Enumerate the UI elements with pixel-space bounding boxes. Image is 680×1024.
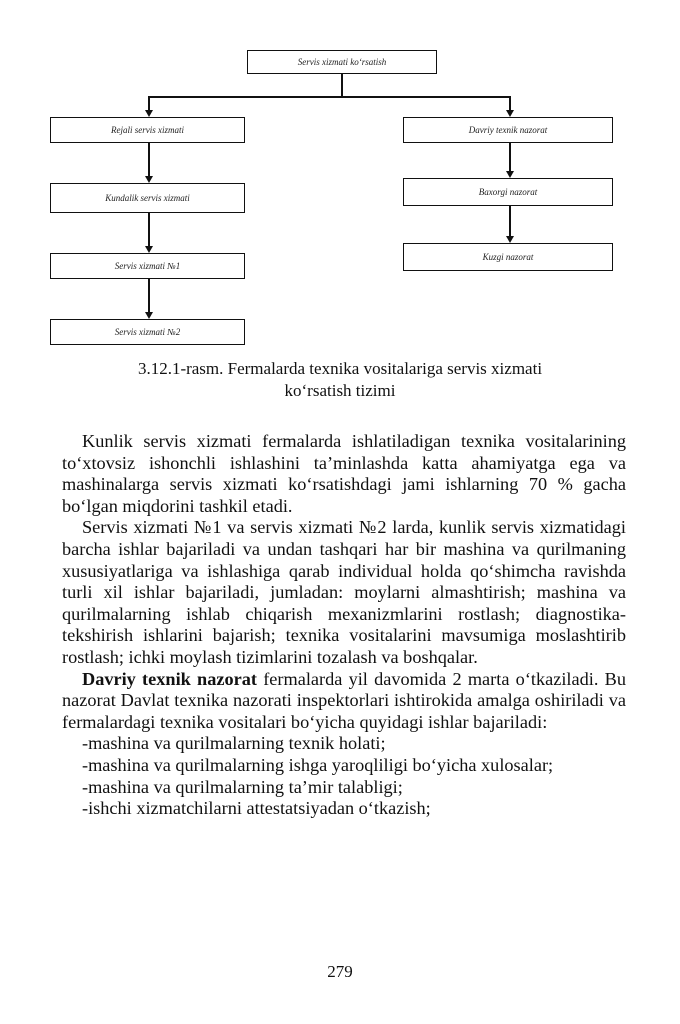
connector-left-drop xyxy=(148,96,150,110)
body-text xyxy=(62,431,626,820)
arrow-left-3 xyxy=(145,246,153,253)
paragraph-2: Servis xizmati №1 va servis xizmati №2 larda, kunlik servis xizmatidagi barcha ishlar bajariladi va undan tashqari har bir mashina va qurilmaning xususiyatlariga va ishlashiga qarab individual holda qo‘shimcha ravishda turli xil ishlar bajariladi, jumladan: moylarni almashtirish; mashina va qurilmalarning ishlab chiqarish mexanizmlarini rostlash; diagnostika-tekshirish ishlarini bajarish; texnika vositalarini mavsumiga moslashtirib rostlash; ichki moylash tizimlarini tozalash va boshqalar. xyxy=(62,517,626,667)
box-right-2: Baxorgi nazorat xyxy=(403,178,613,206)
connector-right-2-3 xyxy=(509,206,511,236)
box-left-4: Servis xizmati №2 xyxy=(50,319,245,345)
arrow-left-2 xyxy=(145,176,153,183)
connector-left-1-2 xyxy=(148,143,150,176)
box-right-3: Kuzgi nazorat xyxy=(403,243,613,271)
arrow-right-1 xyxy=(506,110,514,117)
connector-horizontal xyxy=(148,96,510,98)
figure-caption-line2: ko‘rsatish tizimi xyxy=(284,381,396,400)
figure-caption-line1: 3.12.1-rasm. Fermalarda texnika vositalariga servis xizmati xyxy=(137,359,543,378)
box-right-1: Davriy texnik nazorat xyxy=(403,117,613,143)
arrow-right-3 xyxy=(506,236,514,243)
connector-root-down xyxy=(341,74,343,96)
paragraph-3-bold: Davriy texnik nazorat xyxy=(82,668,257,689)
connector-right-drop xyxy=(509,96,511,110)
paragraph-3-rest: fermalarda yil davomida 2 marta o‘tkaziladi. Bu nazorat Davlat texnika nazorati inspektorlari ishtirokida amalga oshiriladi va fermalardagi texnika vositalari bo‘yicha quyidagi ishlar bajariladi: xyxy=(62,668,626,732)
arrow-left-1 xyxy=(145,110,153,117)
box-left-2: Kundalik servis xizmati xyxy=(50,183,245,213)
arrow-right-2 xyxy=(506,171,514,178)
box-left-1: Rejali servis xizmati xyxy=(50,117,245,143)
paragraph-1: Kunlik servis xizmati fermalarda ishlatiladigan texnika vositalarining to‘xtovsiz ishonchli ishlashini ta’minlashda katta ahamiyatga ega va mashinalarga servis xizmati ko‘rsatishdagi jami ishlarning 70 % gacha bo‘lgan miqdorini tashkil etadi. xyxy=(62,431,626,516)
box-root: Servis xizmati ko‘rsatish xyxy=(247,50,437,74)
connector-left-3-4 xyxy=(148,279,150,312)
box-left-3: Servis xizmati №1 xyxy=(50,253,245,279)
list-item-3: -mashina va qurilmalarning ta’mir talabligi; xyxy=(82,776,403,797)
list-item-2: -mashina va qurilmalarning ishga yaroqliligi bo‘yicha xulosalar; xyxy=(82,754,554,775)
flowchart xyxy=(0,0,680,350)
list-item-4: -ishchi xizmatchilarni attestatsiyadan o‘tkazish; xyxy=(82,798,431,819)
list-item-1: -mashina va qurilmalarning texnik holati; xyxy=(82,733,386,754)
connector-left-2-3 xyxy=(148,213,150,246)
page-number: 279 xyxy=(327,962,353,981)
connector-right-1-2 xyxy=(509,143,511,171)
arrow-left-4 xyxy=(145,312,153,319)
paragraph-3 xyxy=(62,669,626,734)
